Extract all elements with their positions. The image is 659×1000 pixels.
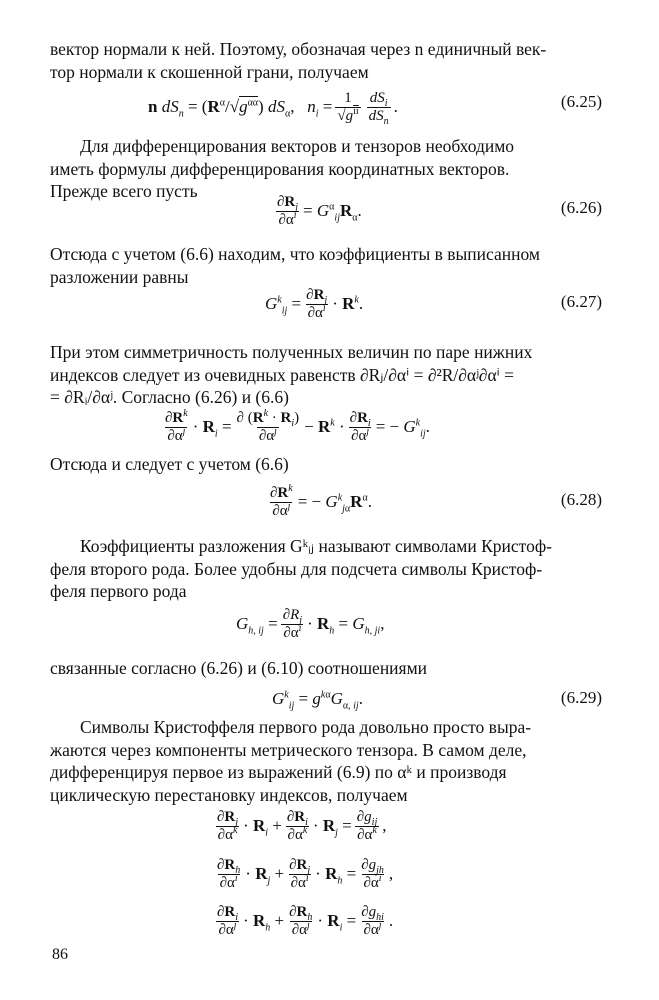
text-line: Коэффициенты разложения Gᵏᵢⱼ называют символами Кристоф- — [80, 536, 553, 556]
text-line: связанные согласно (6.26) и (6.10) соотношениями — [50, 658, 428, 678]
text-line: = ∂Rᵢ/∂αʲ. Согласно (6.26) и (6.6) — [50, 387, 289, 408]
text-line: Отсюда и следует с учетом (6.6) — [50, 454, 289, 474]
paragraph-6 — [50, 535, 605, 603]
text-line: Символы Кристоффеля первого рода довольно просто выра- — [80, 717, 532, 737]
text-line: иметь формулы дифференцирования координатных векторов. — [50, 158, 510, 179]
equation-symmetry: $\frac{\partial R^k}{\partial\alpha^j}$ · $R_i$ = $\frac{\partial (R^k \cdot R_i)}{\partial\alpha^j}$ − $R^k$ · $\frac{\partial R_i}{\partial\alpha^j}$ = − $G^k_{ij}$. — [165, 407, 430, 444]
equation-derivative-2: $\frac{\partial R_h}{\partial\alpha^i}$ · $R_j$ + $\frac{\partial R_j}{\partial\alpha^i}$ · $R_h$ = $\frac{\partial g_{jh}}{\partial\alpha^i}$ , — [217, 856, 394, 891]
text-line: Прежде всего пусть — [50, 181, 198, 202]
equation-6-26: $\frac{\partial R_j}{\partial\alpha^i}$ = $G^\alpha_{ij}R_\alpha$. — [277, 193, 362, 228]
text-line: Отсюда с учетом (6.6) находим, что коэффициенты в выписанном — [50, 244, 540, 264]
text-line: циклическую перестановку индексов, получаем — [50, 784, 408, 805]
equation-number: (6.26) — [560, 198, 602, 217]
equation-number: (6.29) — [560, 688, 602, 707]
paragraph-1 — [50, 38, 605, 83]
equation-6-25: n $dS_n = (R^\alpha/√g^{\alpha\alpha})$ $dS_\alpha$, $n_i$ = $\frac{1}{√g^{ii}}$ $\frac{dS_i}{dS_n}$ . — [148, 89, 398, 127]
equation-derivative-1: $\frac{\partial R_j}{\partial\alpha^k}$ · $R_i$ + $\frac{\partial R_i}{\partial\alpha^k}$ · $R_j$ = $\frac{\partial g_{ij}}{\partial\alpha^k}$ , — [217, 808, 387, 843]
paragraph-7 — [50, 657, 605, 680]
text-line: индексов следует из очевидных равенств ∂Rⱼ/∂αⁱ = ∂²R/∂αʲ∂αⁱ = — [50, 364, 514, 385]
text-line: разложении равны — [50, 266, 189, 287]
paragraph-4 — [50, 341, 605, 409]
text-line: Для дифференцирования векторов и тензоров необходимо — [80, 136, 515, 156]
equation-number: (6.27) — [560, 292, 602, 311]
text-line: вектор нормали к ней. Поэтому, обозначая через n единичный век- — [50, 39, 547, 59]
equation-6-28: $\frac{\partial R^k}{\partial\alpha^j}$ = − $G^k_{j\alpha}R^\alpha$. — [270, 482, 372, 519]
text-line: жаются через компоненты метрического тензора. В самом деле, — [50, 739, 527, 760]
page-number: 86 — [52, 946, 68, 963]
equation-christoffel-first: $G_{h, ij}$ = $\frac{\partial R_j}{\partial\alpha^i}$ · $R_h = G_{h, ji}$, — [236, 606, 385, 641]
equation-6-27: $G^k_{ij}$ = $\frac{\partial R_j}{\partial\alpha^i}$ · $R^k$. — [265, 286, 364, 321]
text-line: феля первого рода — [50, 581, 187, 602]
text-line: феля второго рода. Более удобны для подсчета символы Кристоф- — [50, 558, 543, 579]
paragraph-5 — [50, 453, 605, 476]
equation-number: (6.25) — [560, 92, 602, 111]
text-line: тор нормали к скошенной грани, получаем — [50, 61, 369, 82]
text-line: При этом симметричность полученных величин по паре нижних — [50, 342, 533, 362]
equation-derivative-3: $\frac{\partial R_i}{\partial\alpha^j}$ · $R_h$ + $\frac{\partial R_h}{\partial\alpha^j}$ · $R_i$ = $\frac{\partial g_{hi}}{\partial\alpha^j}$ . — [217, 903, 394, 938]
text-line: дифференцируя первое из выражений (6.9) по αᵏ и производя — [50, 762, 507, 783]
paragraph-8 — [50, 716, 605, 806]
equation-6-29: $G^k_{ij} = g^{k\alpha}G_{\alpha, ij}$. — [272, 689, 363, 712]
equation-number: (6.28) — [560, 490, 602, 509]
